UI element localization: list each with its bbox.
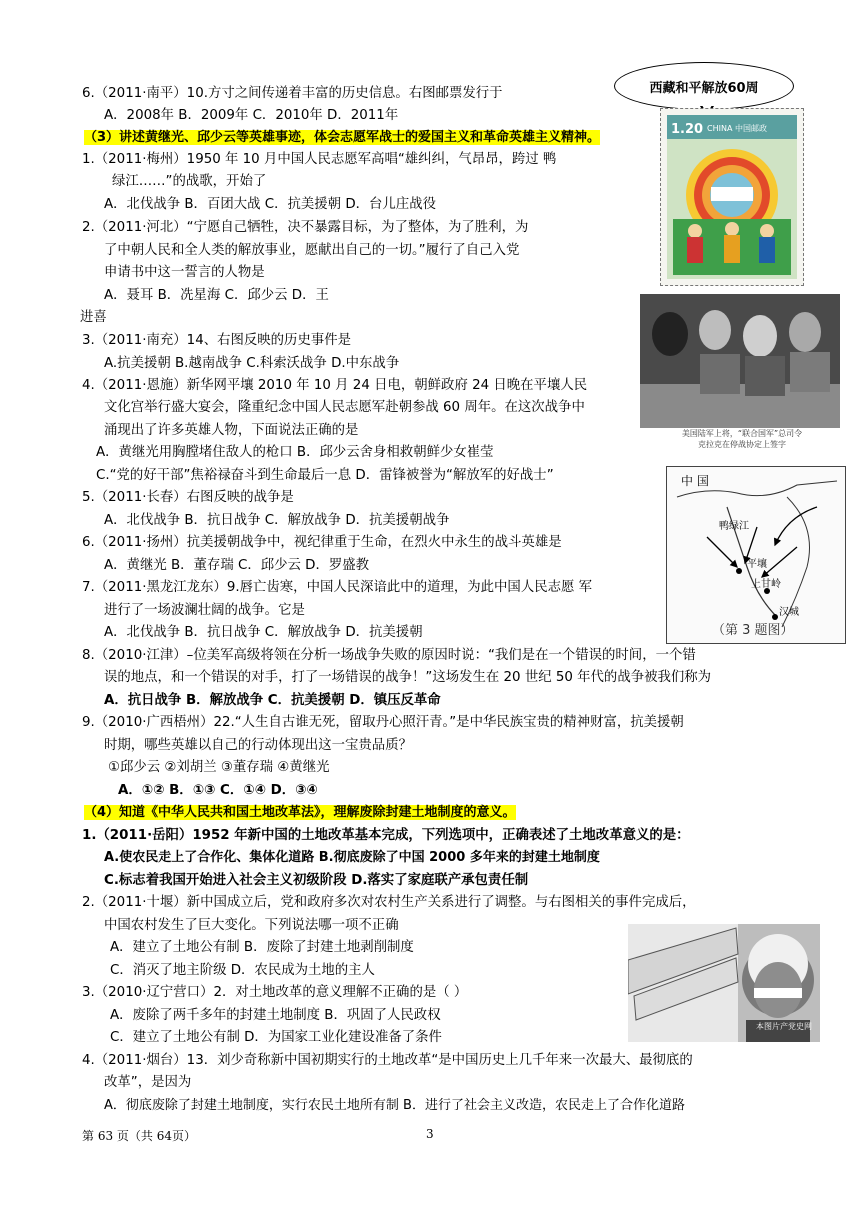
stamp-denomination: 1.20 [671, 122, 704, 137]
q3-nanchong-stem: 3.（2011·南充）14、右图反映的历史事件是 [82, 333, 352, 348]
q1-yueyang-options-2: C.标志着我国开始进入社会主义初级阶段 D.落实了家庭联产承包责任制 [104, 873, 529, 888]
section-4-heading: （4）知道《中华人民共和国土地改革法》，理解废除封建土地制度的意义。 [84, 805, 516, 820]
footer-page-number: 3 [426, 1127, 434, 1141]
stamp-country: CHINA 中国邮政 [707, 124, 767, 133]
q6-nanping-stem: 6.（2011·南平）10.方寸之间传递着丰富的历史信息。右图邮票发行于 [82, 86, 503, 101]
q7-heilongjiang-options: A．北伐战争 B．抗日战争 C．解放战争 D．抗美援朝 [104, 625, 423, 640]
q1-meizhou-stem-1: 1.（2011·梅州）1950 年 10 月中国人民志愿军高唱“雄纠纠，气昂昂，跨过 鸭 [82, 152, 557, 167]
q8-jiangjin-options: A．抗日战争 B．解放战争 C．抗美援朝 D．镇压反革命 [104, 693, 441, 708]
map-caption: （第 3 题图） [712, 623, 794, 638]
armistice-caption: 美国陆军上将，“联合国军”总司令 克拉克在停战协定上签字 [681, 429, 803, 449]
q1-yueyang-stem: 1.（2011·岳阳）1952 年新中国的土地改革基本完成，下列选项中，正确表述了土地改革意义的是： [82, 828, 690, 843]
q2-shiyan-options-2: C．消灭了地主阶级 D．农民成为土地的主人 [110, 963, 375, 978]
armistice-photo [640, 294, 840, 454]
q4-enshi-stem-2: 文化宫举行盛大宴会，隆重纪念中国人民志愿军赴朝参战 60 周年。在这次战争中 [104, 400, 585, 415]
q2-hebei-options: A．聂耳 B．冼星海 C．邱少云 D．王 [104, 288, 329, 303]
q9-wuzhou-options: A．①② B．①③ C．①④ D．③④ [118, 783, 318, 798]
q4-enshi-options-1: A．黄继光用胸膛堵住敌人的枪口 B．邱少云舍身相救朝鲜少女崔莹 [96, 445, 494, 460]
q9-wuzhou-stem-1: 9.（2010·广西梧州）22.“人生自古谁无死，留取丹心照汗青。”是中华民族宝贵的精神财富，抗美援朝 [82, 715, 684, 730]
speech-bubble: 西藏和平解放60周 [614, 62, 794, 110]
q2-shiyan-stem-1: 2.（2011·十堰）新中国成立后，党和政府多次对农村生产关系进行了调整。与右图相关的事件完成后， [82, 895, 696, 910]
q2-shiyan-options-1: A．建立了土地公有制 B．废除了封建土地剥削制度 [110, 940, 414, 955]
q4-enshi-stem-1: 4.（2011·恩施）新华网平壤 2010 年 10 月 24 日电，朝鲜政府 24 日晚在平壤人民 [82, 378, 588, 393]
q4-enshi-stem-3: 涌现出了许多英雄人物，下面说法正确的是 [104, 423, 359, 438]
q4-yantai-options: A．彻底废除了封建土地制度，实行农民土地所有制 B．进行了社会主义改造，农民走上了合作化道路 [104, 1098, 685, 1113]
map-label-shanganling: 上甘岭 [751, 579, 781, 590]
q4-enshi-options-2: C.“党的好干部”焦裕禄奋斗到生命最后一息 D．雷锋被誉为“解放军的好战士” [96, 468, 554, 483]
section-3-heading: （3）讲述黄继光、邱少云等英雄事迹，体会志愿军战士的爱国主义和革命英雄主义精神。 [84, 130, 601, 145]
q9-wuzhou-stem-2: 时期，哪些英雄以自己的行动体现出这一宝贵品质？ [104, 738, 412, 753]
map-label-seoul: 汉城 [779, 607, 799, 618]
map-label-pyongyang: 平壤 [747, 559, 767, 570]
q5-changchun-options: A．北伐战争 B．抗日战争 C．解放战争 D．抗美援朝战争 [104, 513, 450, 528]
q1-meizhou-stem-2: 绿江……”的战歌，开始了 [112, 174, 267, 189]
q2-hebei-stem-3: 申请书中这一誓言的人物是 [104, 265, 265, 280]
q2-hebei-stem-2: 了中朝人民和全人类的解放事业，愿献出自己的一切。”履行了自己入党 [104, 243, 520, 258]
q3-yingkou-options-1: A．废除了两千多年的封建土地制度 B．巩固了人民政权 [110, 1008, 441, 1023]
q9-wuzhou-items: ①邱少云 ②刘胡兰 ③董存瑞 ④黄继光 [108, 760, 330, 775]
korean-war-map [666, 466, 846, 644]
q1-meizhou-options: A．北伐战争 B．百团大战 C．抗美援朝 D．台儿庄战役 [104, 197, 436, 212]
q4-yantai-stem-1: 4.（2011·烟台）13．刘少奇称新中国初期实行的土地改革“是中国历史上几千年来一次最大、最彻底的 [82, 1053, 693, 1068]
land-reform-watermark: 本图片产党史网 [756, 1022, 812, 1031]
q3-yingkou-options-2: C．建立了土地公有制 D．为国家工业化建设准备了条件 [110, 1030, 442, 1045]
map-label-china: 中 国 [681, 474, 709, 488]
q6-yangzhou-options: A．黄继光 B．董存瑞 C．邱少云 D．罗盛教 [104, 558, 370, 573]
q7-heilongjiang-stem-1: 7.（2011·黑龙江龙东）9.唇亡齿寒，中国人民深谙此中的道理，为此中国人民志愿 军 [82, 580, 593, 595]
q2-hebei-options-wrap: 进喜 [80, 310, 107, 325]
q2-shiyan-stem-2: 中国农村发生了巨大变化。下列说法哪一项不正确 [104, 918, 399, 933]
q6-yangzhou-stem: 6.（2011·扬州）抗美援朝战争中，视纪律重于生命，在烈火中永生的战斗英雄是 [82, 535, 562, 550]
q3-yingkou-stem: 3.（2010·辽宁营口）2．对土地改革的意义理解不正确的是（ ） [82, 985, 468, 1000]
q5-changchun-stem: 5.（2011·长春）右图反映的战争是 [82, 490, 294, 505]
q8-jiangjin-stem-1: 8.（2010·江津）–位美军高级将领在分析一场战争失败的原因时说：“我们是在一个错误的时间，一个错 [82, 648, 696, 663]
q3-nanchong-options: A.抗美援朝 B.越南战争 C.科索沃战争 D.中东战争 [104, 356, 400, 371]
q6-nanping-options: A．2008年 B．2009年 C．2010年 D．2011年 [104, 108, 399, 123]
map-label-yalu: 鸭绿江 [719, 521, 749, 532]
tibet-stamp-image [660, 108, 804, 286]
footer-page-count: 第 63 页（共 64页） [82, 1129, 196, 1143]
q4-yantai-stem-2: 改革”，是因为 [104, 1075, 192, 1090]
q8-jiangjin-stem-2: 误的地点，和一个错误的对手，打了一场错误的战争！”这场发生在 20 世纪 50 年代的战争被我们称为 [104, 670, 712, 685]
q2-hebei-stem-1: 2.（2011·河北）“宁愿自己牺牲，决不暴露目标，为了整体，为了胜利，为 [82, 220, 529, 235]
land-reform-photo [628, 924, 820, 1042]
q7-heilongjiang-stem-2: 进行了一场波澜壮阔的战争。它是 [104, 603, 305, 618]
q1-yueyang-options-1: A.使农民走上了合作化、集体化道路 B.彻底废除了中国 2000 多年来的封建土地制度 [104, 850, 600, 865]
